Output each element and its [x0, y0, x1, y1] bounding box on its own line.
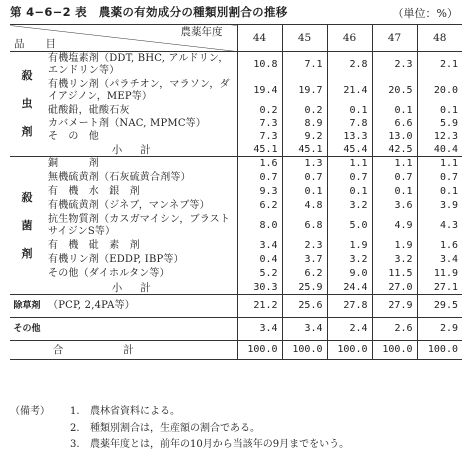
value-cell: 45.4 — [327, 143, 372, 157]
value-cell: 9.3 — [237, 185, 282, 199]
note-number: 3. — [70, 439, 80, 450]
note-number: 1. — [70, 406, 80, 417]
value-cell: 1.3 — [282, 157, 327, 172]
corner-bottom-label: 品 目 — [14, 38, 56, 50]
note-text: 種類別割合は，生産額の割合である。 — [90, 422, 260, 434]
note-text: 農林省資料による。 — [90, 406, 180, 417]
item-name: 有機リン剤（EDDP, IBP等） — [48, 254, 184, 265]
value-cell: 1.1 — [372, 157, 417, 172]
value-cell: 42.5 — [372, 143, 417, 157]
subtotal-row — [10, 143, 462, 157]
value-cell: 0.1 — [327, 104, 372, 117]
value-cell: 3.2 — [327, 199, 372, 213]
category-char: 菌 — [21, 218, 33, 232]
table-row — [10, 185, 462, 199]
item-name: 砒酸鉛，砒酸石灰 — [48, 104, 130, 116]
item-name: 有機硫黄剤（ジネブ，マンネブ等） — [48, 200, 210, 211]
value-cell: 4.9 — [372, 213, 417, 239]
year-header: 46 — [327, 25, 372, 52]
value-cell: 12.3 — [417, 130, 462, 143]
value-cell: 21.4 — [327, 78, 372, 104]
value-cell: 3.7 — [282, 253, 327, 267]
table-row — [10, 117, 462, 130]
value-cell: 0.1 — [372, 104, 417, 117]
value-cell: 3.4 — [237, 239, 282, 253]
value-cell: 0.7 — [237, 171, 282, 185]
value-cell: 1.6 — [417, 239, 462, 253]
value-cell: 40.4 — [417, 143, 462, 157]
note-number: 2. — [70, 422, 80, 434]
notes — [10, 404, 349, 454]
note-text: 農薬年度とは，前年の10月から当該年の9月までをいう。 — [90, 439, 350, 450]
value-cell: 19.4 — [237, 78, 282, 104]
value-cell: 3.6 — [372, 199, 417, 213]
value-cell: 27.0 — [372, 281, 417, 295]
value-cell: 100.0 — [327, 341, 372, 360]
table-row — [10, 213, 462, 239]
value-cell: 3.4 — [282, 318, 327, 341]
value-cell: 9.2 — [282, 130, 327, 143]
value-cell: 7.8 — [327, 117, 372, 130]
value-cell: 1.6 — [237, 157, 282, 172]
value-cell: 1.9 — [372, 239, 417, 253]
value-cell: 0.1 — [417, 104, 462, 117]
value-cell: 1.1 — [417, 157, 462, 172]
value-cell: 7.3 — [237, 117, 282, 130]
value-cell: 13.0 — [372, 130, 417, 143]
table-row — [10, 157, 462, 172]
value-cell: 11.5 — [372, 267, 417, 281]
unit-label: （単位：%） — [392, 7, 458, 20]
value-cell: 5.9 — [417, 117, 462, 130]
value-cell: 25.9 — [282, 281, 327, 295]
value-cell: 2.3 — [282, 239, 327, 253]
value-cell: 100.0 — [417, 341, 462, 360]
corner-top-label: 農薬年度 — [180, 26, 223, 38]
item-name: 有 機 水 銀 剤 — [48, 186, 140, 197]
value-cell: 24.4 — [327, 281, 372, 295]
corner-cell — [10, 25, 237, 52]
category-label — [10, 52, 44, 157]
table-row — [10, 52, 462, 79]
table-row — [10, 104, 462, 117]
total-row — [10, 341, 462, 360]
item-name: 有機リン剤（パラチオン，マラソン，ダイアジノン，MEP等） — [48, 79, 230, 102]
value-cell: 2.4 — [327, 318, 372, 341]
value-cell: 5.0 — [327, 213, 372, 239]
value-cell: 45.1 — [237, 143, 282, 157]
value-cell: 0.2 — [237, 104, 282, 117]
year-header: 48 — [417, 25, 462, 52]
item-name — [44, 318, 237, 341]
value-cell: 2.1 — [417, 52, 462, 79]
value-cell: 25.6 — [282, 295, 327, 318]
value-cell: 2.6 — [372, 318, 417, 341]
value-cell: 45.1 — [282, 143, 327, 157]
value-cell: 0.7 — [417, 171, 462, 185]
category-char: 虫 — [21, 97, 33, 110]
value-cell: 7.1 — [282, 52, 327, 79]
value-cell: 29.5 — [417, 295, 462, 318]
value-cell: 6.8 — [282, 213, 327, 239]
value-cell: 6.2 — [237, 199, 282, 213]
table-row — [10, 267, 462, 281]
value-cell: 9.0 — [327, 267, 372, 281]
item-name: 有 機 砒 素 剤 — [48, 240, 140, 251]
table-row — [10, 130, 462, 143]
year-header: 44 — [237, 25, 282, 52]
item-name: （PCP, 2,4PA等） — [44, 295, 237, 318]
value-cell: 13.3 — [327, 130, 372, 143]
value-cell: 5.2 — [237, 267, 282, 281]
subtotal-label: 小計 — [44, 281, 237, 295]
category-char: 剤 — [21, 125, 33, 138]
value-cell: 0.1 — [327, 185, 372, 199]
item-name: その他（ダイホルタン等） — [48, 268, 170, 279]
category-char: 剤 — [21, 246, 33, 260]
item-name: 有機塩素剤（DDT, BHC, アルドリン，エンドリン等） — [48, 53, 229, 76]
category-label — [10, 157, 44, 295]
table-row — [10, 295, 462, 318]
value-cell: 100.0 — [372, 341, 417, 360]
value-cell: 2.8 — [327, 52, 372, 79]
value-cell: 27.9 — [372, 295, 417, 318]
value-cell: 100.0 — [237, 341, 282, 360]
value-cell: 0.1 — [372, 185, 417, 199]
year-header: 47 — [372, 25, 417, 52]
value-cell: 3.9 — [417, 199, 462, 213]
value-cell: 0.2 — [282, 104, 327, 117]
value-cell: 20.0 — [417, 78, 462, 104]
item-name: そ の 他 — [48, 130, 99, 142]
table-row — [10, 78, 462, 104]
value-cell: 19.7 — [282, 78, 327, 104]
item-name: 銅 剤 — [48, 158, 99, 169]
value-cell: 2.3 — [372, 52, 417, 79]
category-char: 殺 — [21, 190, 33, 204]
item-name: カバメート剤（NAC, MPMC等） — [48, 117, 207, 129]
value-cell: 100.0 — [282, 341, 327, 360]
table-row — [10, 171, 462, 185]
value-cell: 8.0 — [237, 213, 282, 239]
value-cell: 21.2 — [237, 295, 282, 318]
value-cell: 0.7 — [372, 171, 417, 185]
item-name: 無機硫黄剤（石灰硫黄合剤等） — [48, 172, 191, 183]
value-cell: 20.5 — [372, 78, 417, 104]
category-label: 除草剤 — [10, 295, 44, 318]
year-header: 45 — [282, 25, 327, 52]
value-cell: 3.4 — [417, 253, 462, 267]
header-row — [10, 25, 462, 52]
value-cell: 1.9 — [327, 239, 372, 253]
subtotal-row — [10, 281, 462, 295]
category-label: その他 — [10, 318, 44, 341]
value-cell: 4.8 — [282, 199, 327, 213]
value-cell: 0.7 — [282, 171, 327, 185]
data-table — [10, 24, 462, 360]
value-cell: 27.1 — [417, 281, 462, 295]
value-cell: 1.1 — [327, 157, 372, 172]
value-cell: 3.2 — [327, 253, 372, 267]
table-row — [10, 239, 462, 253]
value-cell: 10.8 — [237, 52, 282, 79]
value-cell: 30.3 — [237, 281, 282, 295]
value-cell: 0.4 — [237, 253, 282, 267]
value-cell: 7.3 — [237, 130, 282, 143]
value-cell: 0.1 — [417, 185, 462, 199]
value-cell: 27.8 — [327, 295, 372, 318]
item-name: 抗生物質剤（カスガマイシン，ブラストサイジンS等） — [48, 214, 231, 237]
value-cell: 3.2 — [372, 253, 417, 267]
total-label: 合計 — [10, 341, 237, 360]
value-cell: 11.9 — [417, 267, 462, 281]
table-row — [10, 253, 462, 267]
value-cell: 6.2 — [282, 267, 327, 281]
table-row — [10, 318, 462, 341]
table-row — [10, 199, 462, 213]
category-char: 殺 — [21, 69, 33, 82]
value-cell: 0.7 — [327, 171, 372, 185]
value-cell: 2.9 — [417, 318, 462, 341]
value-cell: 6.6 — [372, 117, 417, 130]
notes-label: （備考） — [10, 406, 50, 417]
table-title: 第 4−6−2 表 農薬の有効成分の種類別割合の推移 — [10, 5, 288, 19]
subtotal-label: 小計 — [44, 143, 237, 157]
value-cell: 0.1 — [282, 185, 327, 199]
value-cell: 4.3 — [417, 213, 462, 239]
value-cell: 8.9 — [282, 117, 327, 130]
value-cell: 3.4 — [237, 318, 282, 341]
